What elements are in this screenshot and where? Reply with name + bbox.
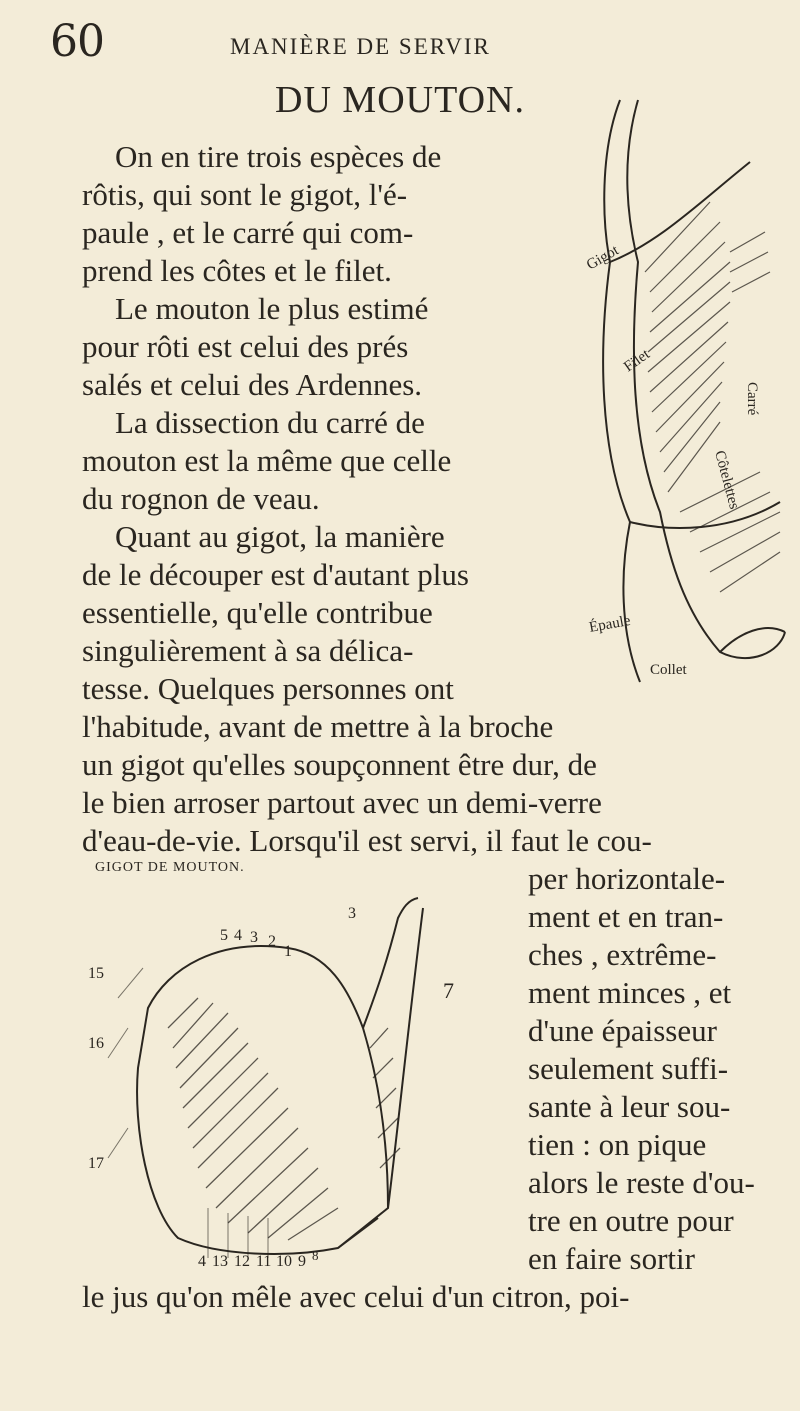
cut-number: 9	[298, 1253, 306, 1270]
cut-number: 4	[234, 927, 242, 944]
body-line: La dissection du carré de	[115, 405, 425, 440]
body-line: Le mouton le plus estimé	[115, 291, 429, 326]
body-line: ment minces , et	[528, 975, 732, 1010]
body-line: un gigot qu'elles soupçonnent être dur, de	[82, 747, 597, 782]
body-line: Quant au gigot, la manière	[115, 519, 445, 554]
mutton-cuts-engraving	[584, 92, 790, 692]
body-line: pour rôti est celui des prés	[82, 329, 409, 364]
body-line: singulièrement à sa délica-	[82, 633, 414, 668]
cut-number: 7	[443, 978, 454, 1003]
body-line: en faire sortir	[528, 1241, 695, 1276]
label-epaule: Épaule	[587, 612, 632, 636]
cut-number: 16	[88, 1035, 104, 1052]
body-line: paule , et le carré qui com-	[82, 215, 414, 250]
cut-number: 11	[256, 1253, 272, 1270]
body-line: rôtis, qui sont le gigot, l'é-	[82, 177, 408, 212]
figure-caption: GIGOT DE MOUTON.	[95, 860, 245, 875]
cut-number: 4	[198, 1253, 206, 1270]
page-number: 60	[50, 16, 104, 67]
body-line: de le découper est d'autant plus	[82, 557, 469, 592]
cut-number: 13	[212, 1253, 228, 1270]
body-line: tesse. Quelques personnes ont	[82, 671, 454, 706]
body-line: l'habitude, avant de mettre à la broche	[82, 709, 554, 744]
label-carre: Carré	[744, 382, 760, 416]
body-line: d'une épaisseur	[528, 1013, 717, 1048]
body-line: le jus qu'on mêle avec celui d'un citron, poi-	[82, 1279, 630, 1314]
cut-number: 8	[312, 1248, 319, 1263]
body-line: le bien arroser partout avec un demi-verre	[82, 785, 602, 820]
body-line: essentielle, qu'elle contribue	[82, 595, 433, 630]
body-line: ment et en tran-	[528, 899, 724, 934]
label-cotelettes: Côtelettes	[711, 448, 743, 511]
cut-number: 3	[348, 905, 356, 922]
body-line: d'eau-de-vie. Lorsqu'il est servi, il faut le cou-	[82, 823, 652, 858]
cut-number: 10	[276, 1253, 292, 1270]
body-line: tien : on pique	[528, 1127, 707, 1162]
body-line: salés et celui des Ardennes.	[82, 367, 423, 402]
body-line: alors le reste d'ou-	[528, 1165, 755, 1200]
label-filet: Filet	[621, 346, 653, 376]
cut-number: 12	[234, 1253, 250, 1270]
label-collet: Collet	[650, 662, 687, 678]
cut-number: 17	[88, 1155, 104, 1172]
cut-number: 15	[88, 965, 104, 982]
body-line: mouton est la même que celle	[82, 443, 452, 478]
body-line: tre en outre pour	[528, 1203, 734, 1238]
body-line: seulement suffi-	[528, 1051, 729, 1086]
body-line: prend les côtes et le filet.	[82, 253, 392, 288]
cut-number: 2	[268, 933, 276, 950]
body-line: per horizontale-	[528, 861, 726, 896]
cut-number: 1	[284, 943, 292, 960]
body-line: On en tire trois espèces de	[115, 139, 442, 174]
body-line: sante à leur sou-	[528, 1089, 731, 1124]
body-line: ches , extrême-	[528, 937, 717, 972]
leg-of-mutton-engraving	[88, 878, 488, 1268]
section-title: DU MOUTON.	[275, 79, 525, 121]
cut-number: 3	[250, 929, 258, 946]
label-gigot: Gigot	[584, 242, 622, 274]
running-title: MANIÈRE DE SERVIR	[230, 34, 491, 59]
cut-number: 5	[220, 927, 228, 944]
page-header	[50, 12, 790, 72]
body-line: du rognon de veau.	[82, 481, 320, 516]
